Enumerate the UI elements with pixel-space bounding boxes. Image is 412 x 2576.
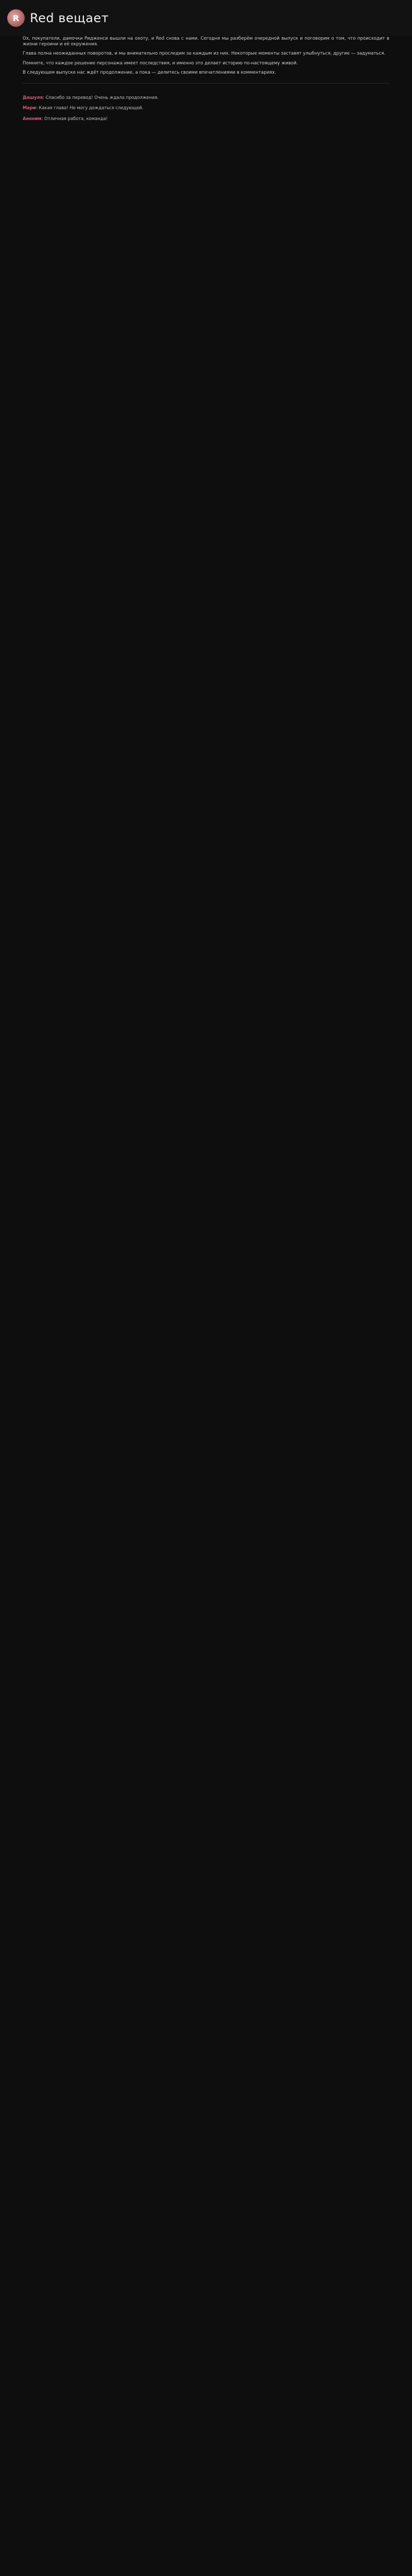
post-paragraph: Помните, что каждое решение персонажа имеет последствия, и именно это делает историю по-настоящему живой. [23,60,298,66]
comment-author[interactable]: Дашуля [23,94,43,100]
comment-author[interactable]: Мари [23,105,36,111]
comment-text: Спасибо за перевод! Очень ждала продолжения. [45,94,159,100]
header [0,0,412,36]
comment-text: Отличная работа, команда! [44,115,108,121]
post-paragraph: Ох, покупатели, дамочки Ридженси вышли на охоту, и Red снова с нами. Сегодня мы разберём очередной выпуск и поговорим о том, что происходит в жизни героини и её окружения. [23,36,389,47]
post-body [0,36,412,76]
comment-text: Какая глава! Не могу дождаться следующей. [39,105,144,111]
comment: Аноним: Отличная работа, команда! [23,115,108,121]
post-paragraph: В следующем выпуске нас ждёт продолжение, а пока — делитесь своими впечатлениями в комментариях. [23,70,277,76]
page-title: Red вещает [30,11,109,25]
comment-author[interactable]: Аноним [23,115,42,121]
comments-list [0,91,412,121]
avatar[interactable]: R [7,9,25,27]
comment: Дашуля: Спасибо за перевод! Очень ждала продолжения. [23,94,159,100]
post-paragraph: Глава полна неожиданных поворотов, и мы внимательно проследим за каждым из них. Некоторые моменты заставят улыбнуться, другие — задуматься. [23,51,386,57]
comment: Мари: Какая глава! Не могу дождаться следующей. [23,105,144,111]
